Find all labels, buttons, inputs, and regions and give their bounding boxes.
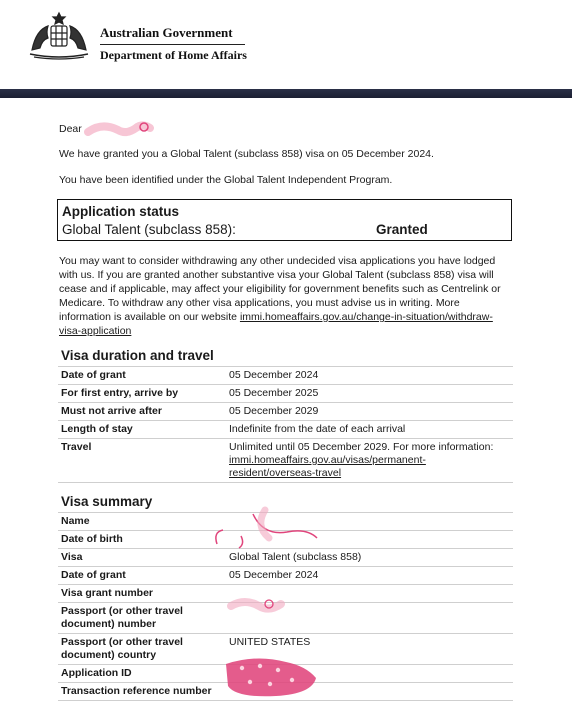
row-label: Travel bbox=[61, 441, 92, 453]
redaction-mark bbox=[220, 654, 330, 700]
row-value: 05 December 2029 bbox=[229, 405, 319, 417]
table-row bbox=[58, 403, 513, 421]
row-value bbox=[229, 441, 511, 480]
row-value: UNITED STATES bbox=[229, 636, 311, 648]
row-label: Name bbox=[61, 515, 90, 527]
row-label: Date of grant bbox=[61, 569, 126, 581]
redaction-mark bbox=[205, 506, 335, 556]
redaction-mark bbox=[84, 118, 164, 140]
header-bar bbox=[0, 89, 572, 98]
letterhead bbox=[0, 0, 572, 88]
table-row bbox=[58, 367, 513, 385]
row-label: Length of stay bbox=[61, 423, 133, 435]
duration-table bbox=[58, 366, 513, 483]
row-label: Must not arrive after bbox=[61, 405, 162, 417]
row-label: Visa bbox=[61, 551, 83, 563]
application-status-box bbox=[57, 199, 512, 241]
row-label: Date of birth bbox=[61, 533, 123, 545]
duration-section-title: Visa duration and travel bbox=[61, 348, 214, 363]
coat-of-arms-icon bbox=[24, 10, 94, 62]
withdraw-link[interactable]: immi.homeaffairs.gov.au/change-in-situation/withdraw-visa-application bbox=[59, 311, 493, 337]
row-label: Passport (or other travel document) number bbox=[61, 605, 183, 630]
row-label: Application ID bbox=[61, 667, 132, 679]
granted-statement: We have granted you a Global Talent (subclass 858) visa on 05 December 2024. bbox=[59, 148, 434, 160]
row-label: Passport (or other travel document) country bbox=[61, 636, 183, 661]
table-row bbox=[58, 385, 513, 403]
row-label: Date of grant bbox=[61, 369, 126, 381]
row-label: Transaction reference number bbox=[61, 685, 212, 697]
row-label: For first entry, arrive by bbox=[61, 387, 179, 399]
withdraw-paragraph bbox=[59, 254, 514, 338]
department-name: Department of Home Affairs bbox=[100, 48, 247, 62]
table-row bbox=[58, 567, 513, 585]
row-value: 05 December 2024 bbox=[229, 369, 319, 381]
salutation-text: Dear bbox=[59, 123, 82, 135]
redaction-mark bbox=[225, 594, 295, 618]
withdraw-text: You may want to consider withdrawing any other undecided visa applications you have lodged with us. If you are granted another substantive visa your Global Talent (subclass 858) visa will cease and if applicable, may affect your eligibility for government benefits such as Centrelink or Medicare. To withdraw any other visa applications, you must advise us in writing. More information is available on our website bbox=[59, 255, 501, 323]
row-value: Indefinite from the date of each arrival bbox=[229, 423, 406, 435]
row-value: Global Talent (subclass 858) bbox=[229, 551, 362, 563]
travel-link[interactable]: immi.homeaffairs.gov.au/visas/permanent-resident/overseas-travel bbox=[229, 454, 426, 479]
row-value: 05 December 2024 bbox=[229, 569, 319, 581]
summary-section-title: Visa summary bbox=[61, 494, 153, 509]
row-label: Visa grant number bbox=[61, 587, 153, 599]
row-value: 05 December 2025 bbox=[229, 387, 319, 399]
salutation bbox=[59, 123, 82, 135]
table-row bbox=[58, 421, 513, 439]
status-label: Global Talent (subclass 858): bbox=[62, 222, 236, 237]
government-name: Australian Government bbox=[100, 25, 233, 40]
status-title: Application status bbox=[62, 204, 180, 219]
table-row bbox=[58, 439, 513, 483]
program-statement: You have been identified under the Global Talent Independent Program. bbox=[59, 174, 393, 186]
letterhead-divider bbox=[100, 44, 245, 45]
status-value: Granted bbox=[376, 222, 428, 237]
travel-text: Unlimited until 05 December 2029. For more information: bbox=[229, 441, 494, 453]
